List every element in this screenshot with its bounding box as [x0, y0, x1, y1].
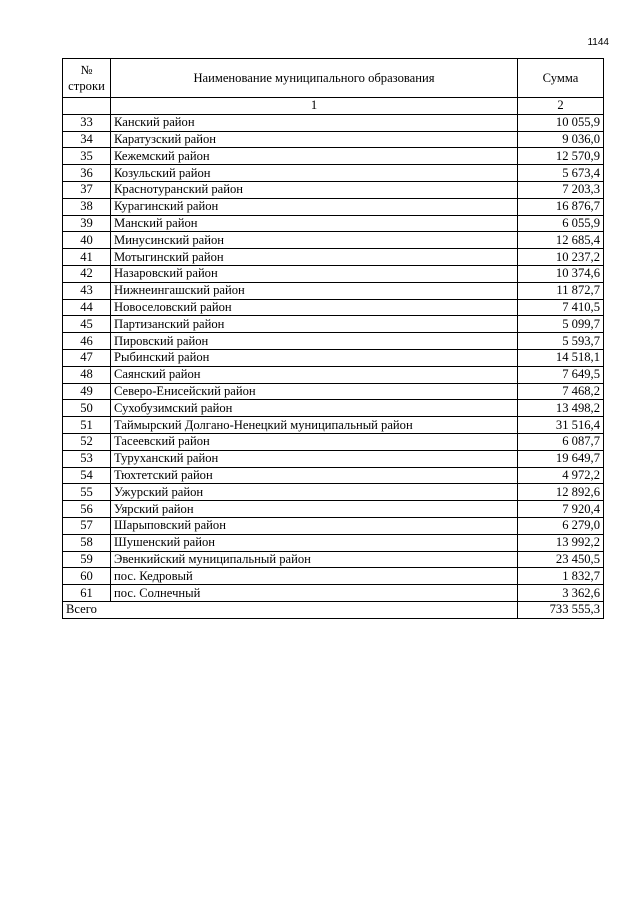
municipality-name: пос. Солнечный — [111, 585, 518, 602]
row-sum: 5 593,7 — [518, 333, 604, 350]
municipality-name: Манский район — [111, 215, 518, 232]
row-sum: 9 036,0 — [518, 131, 604, 148]
table-row — [63, 232, 604, 249]
column-numbers-row — [63, 98, 604, 115]
row-number: 35 — [63, 148, 111, 165]
table-row — [63, 433, 604, 450]
table-row — [63, 568, 604, 585]
row-sum: 10 055,9 — [518, 114, 604, 131]
row-sum: 11 872,7 — [518, 282, 604, 299]
municipality-name: Уярский район — [111, 501, 518, 518]
row-sum: 19 649,7 — [518, 450, 604, 467]
municipality-name: Партизанский район — [111, 316, 518, 333]
municipality-name: Рыбинский район — [111, 349, 518, 366]
row-sum: 7 649,5 — [518, 366, 604, 383]
table-row — [63, 534, 604, 551]
row-sum: 13 498,2 — [518, 400, 604, 417]
table-row — [63, 450, 604, 467]
row-number: 48 — [63, 366, 111, 383]
municipality-name: Таймырский Долгано-Ненецкий муниципальный район — [111, 417, 518, 434]
municipality-name: Новоселовский район — [111, 299, 518, 316]
row-number: 54 — [63, 467, 111, 484]
municipality-name: Краснотуранский район — [111, 181, 518, 198]
row-number: 53 — [63, 450, 111, 467]
row-sum: 7 920,4 — [518, 501, 604, 518]
table-row — [63, 299, 604, 316]
row-number: 49 — [63, 383, 111, 400]
row-number: 36 — [63, 165, 111, 182]
table-row — [63, 181, 604, 198]
table-row — [63, 282, 604, 299]
row-sum: 6 087,7 — [518, 433, 604, 450]
municipality-name: Кежемский район — [111, 148, 518, 165]
table-row — [63, 501, 604, 518]
table-row — [63, 551, 604, 568]
row-sum: 14 518,1 — [518, 349, 604, 366]
table-row — [63, 383, 604, 400]
row-number: 33 — [63, 114, 111, 131]
row-number: 61 — [63, 585, 111, 602]
row-sum: 10 237,2 — [518, 249, 604, 266]
column-number-empty — [63, 98, 111, 115]
municipality-name: Курагинский район — [111, 198, 518, 215]
municipality-name: Каратузский район — [111, 131, 518, 148]
table-row — [63, 165, 604, 182]
row-number: 59 — [63, 551, 111, 568]
table-header-row — [63, 59, 604, 98]
table-row — [63, 349, 604, 366]
header-number-word: строки — [68, 79, 105, 93]
column-number-name: 1 — [111, 98, 518, 115]
row-number: 38 — [63, 198, 111, 215]
row-number: 55 — [63, 484, 111, 501]
row-sum: 7 410,5 — [518, 299, 604, 316]
municipality-name: Северо-Енисейский район — [111, 383, 518, 400]
table-row — [63, 467, 604, 484]
row-sum: 7 468,2 — [518, 383, 604, 400]
municipality-name: Туруханский район — [111, 450, 518, 467]
table-row — [63, 265, 604, 282]
row-number: 41 — [63, 249, 111, 266]
table-row — [63, 333, 604, 350]
table-row — [63, 366, 604, 383]
row-sum: 23 450,5 — [518, 551, 604, 568]
municipality-name: Шарыповский район — [111, 517, 518, 534]
row-number: 52 — [63, 433, 111, 450]
table-row — [63, 585, 604, 602]
row-sum: 6 055,9 — [518, 215, 604, 232]
row-number: 51 — [63, 417, 111, 434]
row-number: 50 — [63, 400, 111, 417]
row-number: 60 — [63, 568, 111, 585]
row-sum: 5 673,4 — [518, 165, 604, 182]
row-sum: 12 892,6 — [518, 484, 604, 501]
row-number: 37 — [63, 181, 111, 198]
table-row — [63, 198, 604, 215]
total-row — [63, 601, 604, 618]
municipality-name: Тюхтетский район — [111, 467, 518, 484]
table-row — [63, 215, 604, 232]
row-sum: 4 972,2 — [518, 467, 604, 484]
municipality-name: Саянский район — [111, 366, 518, 383]
table-row — [63, 316, 604, 333]
row-sum: 12 570,9 — [518, 148, 604, 165]
municipality-name: Канский район — [111, 114, 518, 131]
row-number: 46 — [63, 333, 111, 350]
row-sum: 16 876,7 — [518, 198, 604, 215]
municipality-name: Эвенкийский муниципальный район — [111, 551, 518, 568]
municipality-name: Тасеевский район — [111, 433, 518, 450]
municipality-name: Ужурский район — [111, 484, 518, 501]
municipality-name: Сухобузимский район — [111, 400, 518, 417]
row-number: 57 — [63, 517, 111, 534]
page-number: 1144 — [587, 37, 609, 48]
row-number: 42 — [63, 265, 111, 282]
row-number: 43 — [63, 282, 111, 299]
municipality-name: Назаровский район — [111, 265, 518, 282]
table-row — [63, 148, 604, 165]
row-sum: 13 992,2 — [518, 534, 604, 551]
municipality-name: пос. Кедровый — [111, 568, 518, 585]
header-sum: Сумма — [518, 59, 604, 98]
table-row — [63, 484, 604, 501]
municipality-name: Минусинский район — [111, 232, 518, 249]
column-number-sum: 2 — [518, 98, 604, 115]
row-sum: 3 362,6 — [518, 585, 604, 602]
row-number: 44 — [63, 299, 111, 316]
row-sum: 1 832,7 — [518, 568, 604, 585]
municipality-name: Нижнеингашский район — [111, 282, 518, 299]
municipality-name: Мотыгинский район — [111, 249, 518, 266]
row-number: 56 — [63, 501, 111, 518]
row-sum: 5 099,7 — [518, 316, 604, 333]
header-number-sign: № — [80, 63, 93, 77]
header-municipality-name: Наименование муниципального образования — [111, 59, 518, 98]
municipality-name: Козульский район — [111, 165, 518, 182]
row-sum: 10 374,6 — [518, 265, 604, 282]
row-sum: 12 685,4 — [518, 232, 604, 249]
table-row — [63, 417, 604, 434]
row-sum: 7 203,3 — [518, 181, 604, 198]
table-row — [63, 114, 604, 131]
total-label: Всего — [63, 601, 518, 618]
total-sum: 733 555,3 — [518, 601, 604, 618]
table-row — [63, 131, 604, 148]
row-sum: 6 279,0 — [518, 517, 604, 534]
row-number: 58 — [63, 534, 111, 551]
table-row — [63, 249, 604, 266]
table-row — [63, 400, 604, 417]
row-number: 40 — [63, 232, 111, 249]
allocation-table — [62, 58, 604, 619]
row-number: 47 — [63, 349, 111, 366]
table-row — [63, 517, 604, 534]
row-sum: 31 516,4 — [518, 417, 604, 434]
row-number: 45 — [63, 316, 111, 333]
municipality-name: Пировский район — [111, 333, 518, 350]
row-number: 39 — [63, 215, 111, 232]
header-row-number — [63, 59, 111, 98]
municipality-name: Шушенский район — [111, 534, 518, 551]
row-number: 34 — [63, 131, 111, 148]
